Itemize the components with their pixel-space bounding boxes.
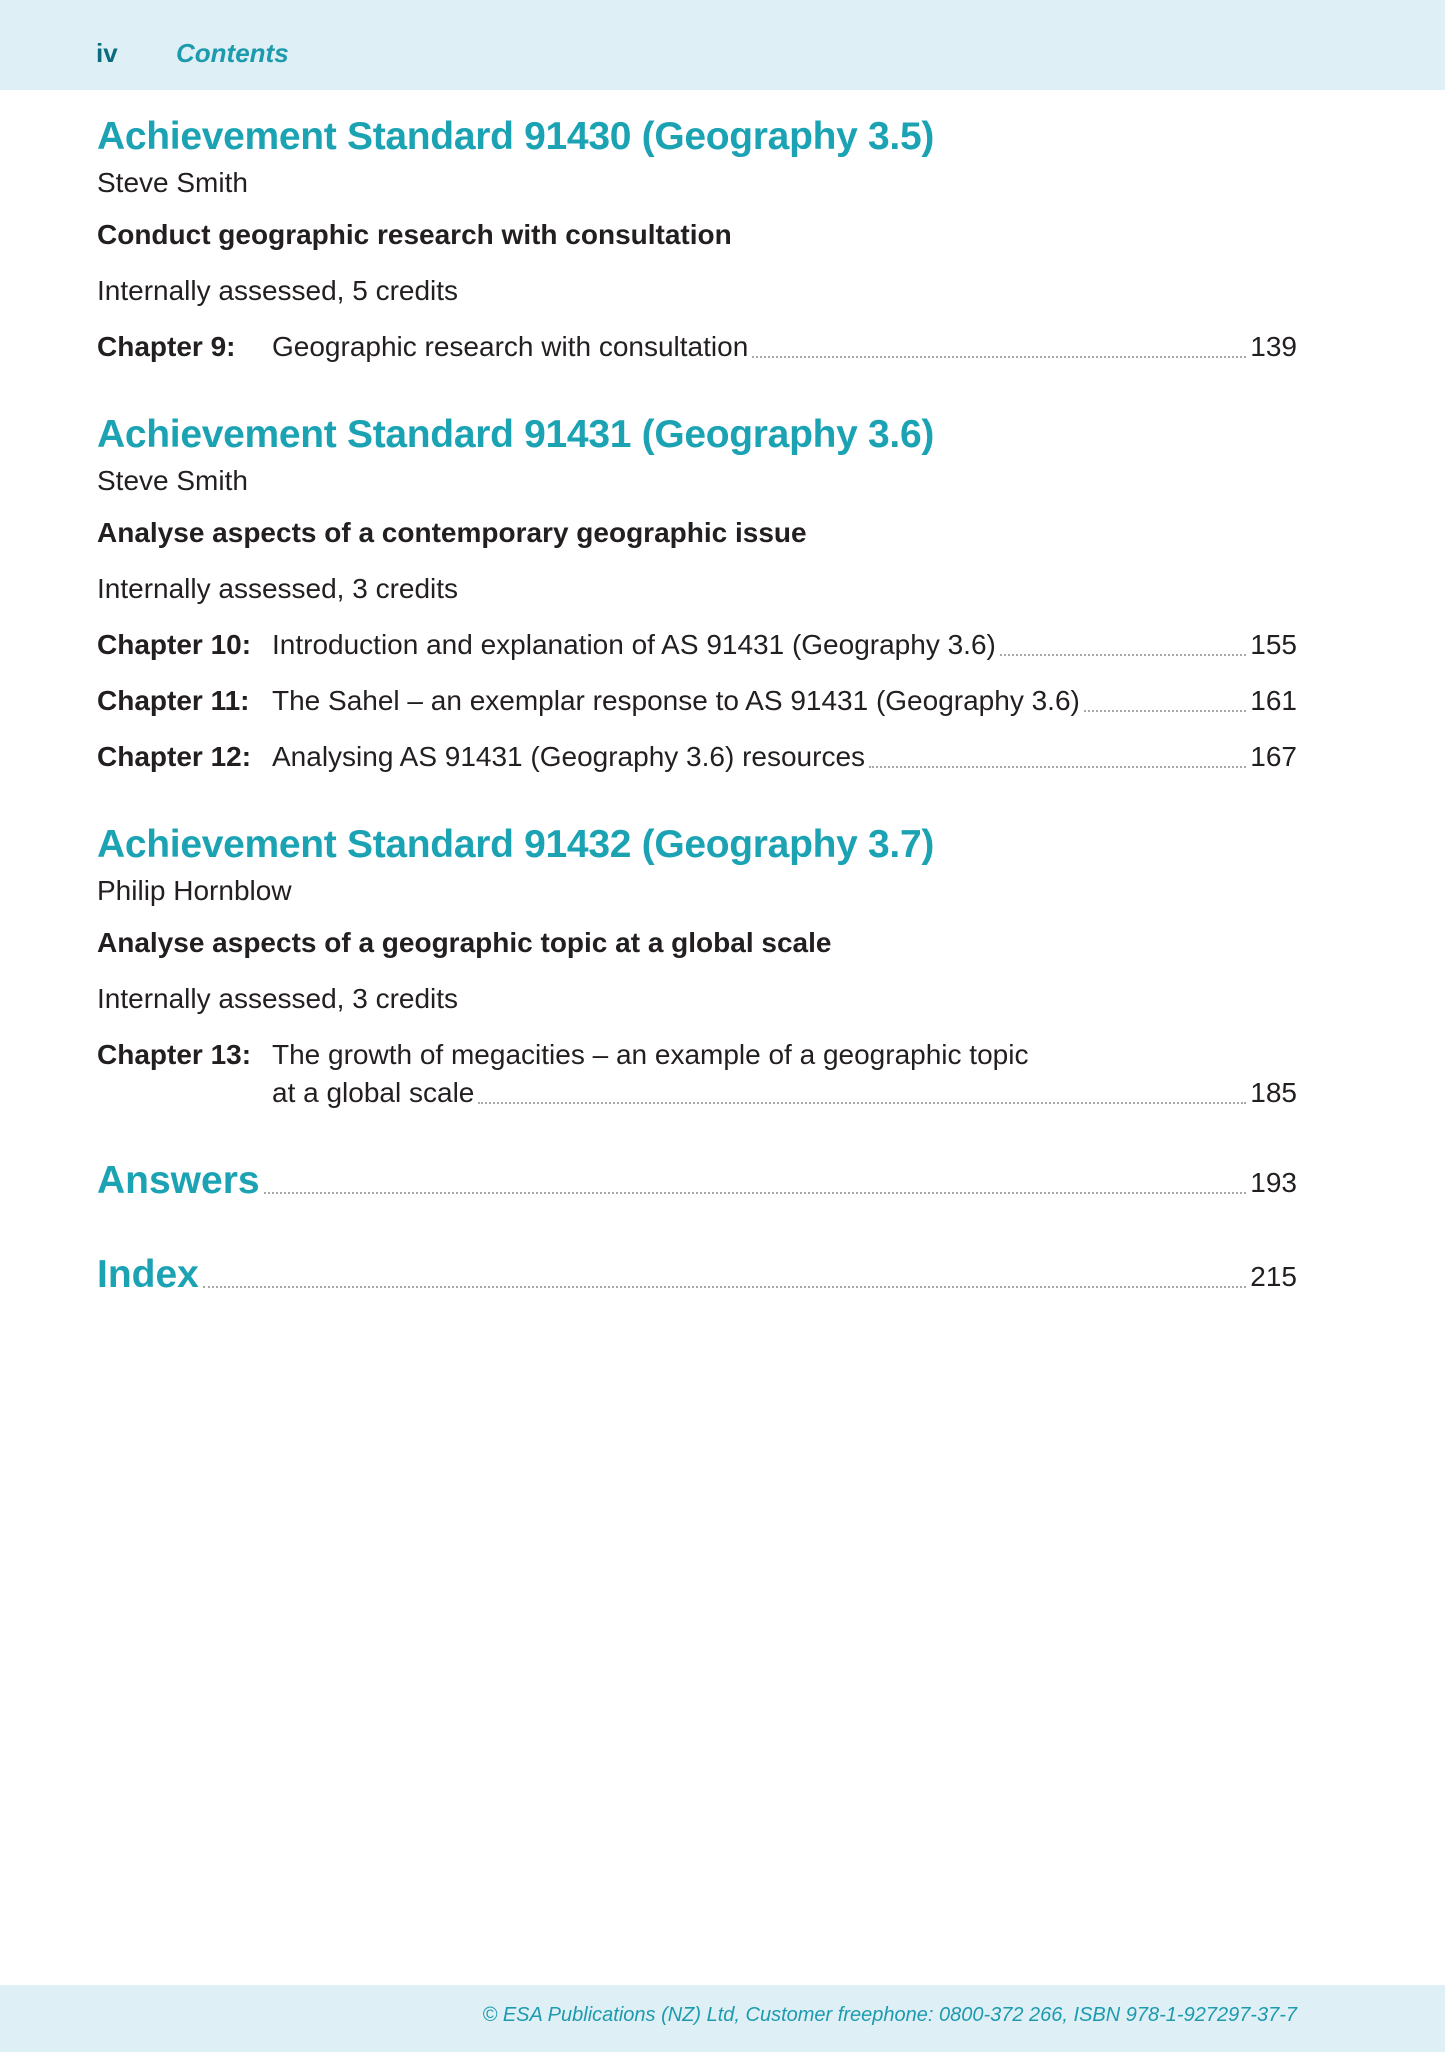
page-folio: iv (96, 38, 118, 68)
answers-label: Answers (97, 1159, 260, 1202)
standard-title: Analyse aspects of a geographic topic at a global scale (97, 927, 832, 958)
section-title: Achievement Standard 91430 (Geography 3.5) (97, 115, 935, 158)
page-number: 139 (1250, 331, 1297, 362)
assessment-info: Internally assessed, 5 credits (97, 275, 459, 306)
chapter-title: Geographic research with consultation (272, 331, 749, 362)
assessment-info: Internally assessed, 3 credits (97, 573, 459, 604)
chapter-list (97, 1036, 1297, 1112)
toc-entry-answers[interactable] (97, 1156, 1297, 1206)
chapter-title: Introduction and explanation of AS 91431 (Geography 3.6) (272, 629, 996, 660)
section-title: Achievement Standard 91431 (Geography 3.6) (97, 413, 935, 456)
copyright-footer: © ESA Publications (NZ) Ltd, Customer freephone: 0800-372 266, ISBN 978-1-927297-37-7 (482, 2004, 1297, 2026)
toc-section-91430 (97, 112, 1297, 366)
dot-leader (1084, 710, 1246, 712)
section-title: Achievement Standard 91432 (Geography 3.7) (97, 823, 935, 866)
chapter-title: The Sahel – an exemplar response to AS 91431 (Geography 3.6) (272, 685, 1080, 716)
chapter-label: Chapter 11: (97, 685, 250, 716)
running-head: Contents (176, 38, 289, 68)
dot-leader (752, 356, 1246, 358)
assessment-info: Internally assessed, 3 credits (97, 983, 459, 1014)
index-label: Index (97, 1253, 199, 1296)
page-number: 215 (1250, 1261, 1297, 1292)
page-number: 167 (1250, 741, 1297, 772)
toc-section-91432 (97, 820, 1297, 1112)
dot-leader (478, 1102, 1246, 1104)
section-author: Steve Smith (97, 465, 248, 496)
chapter-label: Chapter 9: (97, 331, 236, 362)
chapter-title-line2: at a global scale (272, 1077, 475, 1108)
chapter-label: Chapter 12: (97, 741, 252, 772)
toc-entry-chapter-10[interactable] (97, 626, 1297, 664)
toc-entry-chapter-11[interactable] (97, 682, 1297, 720)
page-number: 193 (1250, 1167, 1297, 1198)
chapter-list (97, 626, 1297, 776)
page-number: 161 (1250, 685, 1297, 716)
dot-leader (203, 1286, 1246, 1288)
page-number: 185 (1250, 1077, 1297, 1108)
toc-entry-index[interactable] (97, 1250, 1297, 1300)
chapter-title-line1: The growth of megacities – an example of a geographic topic (272, 1039, 1029, 1070)
chapter-list (97, 328, 1297, 366)
toc-section-91431 (97, 410, 1297, 776)
chapter-label: Chapter 10: (97, 629, 252, 660)
standard-title: Conduct geographic research with consultation (97, 219, 732, 250)
dot-leader (1000, 654, 1246, 656)
chapter-title: Analysing AS 91431 (Geography 3.6) resources (272, 741, 866, 772)
toc-entry-chapter-13[interactable] (97, 1036, 1297, 1112)
section-author: Philip Hornblow (97, 875, 292, 906)
standard-title: Analyse aspects of a contemporary geographic issue (97, 517, 807, 548)
chapter-label: Chapter 13: (97, 1039, 252, 1070)
toc-entry-chapter-12[interactable] (97, 738, 1297, 776)
page-number: 155 (1250, 629, 1297, 660)
toc-content (97, 112, 1297, 1344)
toc-entry-chapter-9[interactable] (97, 328, 1297, 366)
dot-leader (264, 1192, 1247, 1194)
dot-leader (869, 766, 1246, 768)
section-author: Steve Smith (97, 167, 248, 198)
